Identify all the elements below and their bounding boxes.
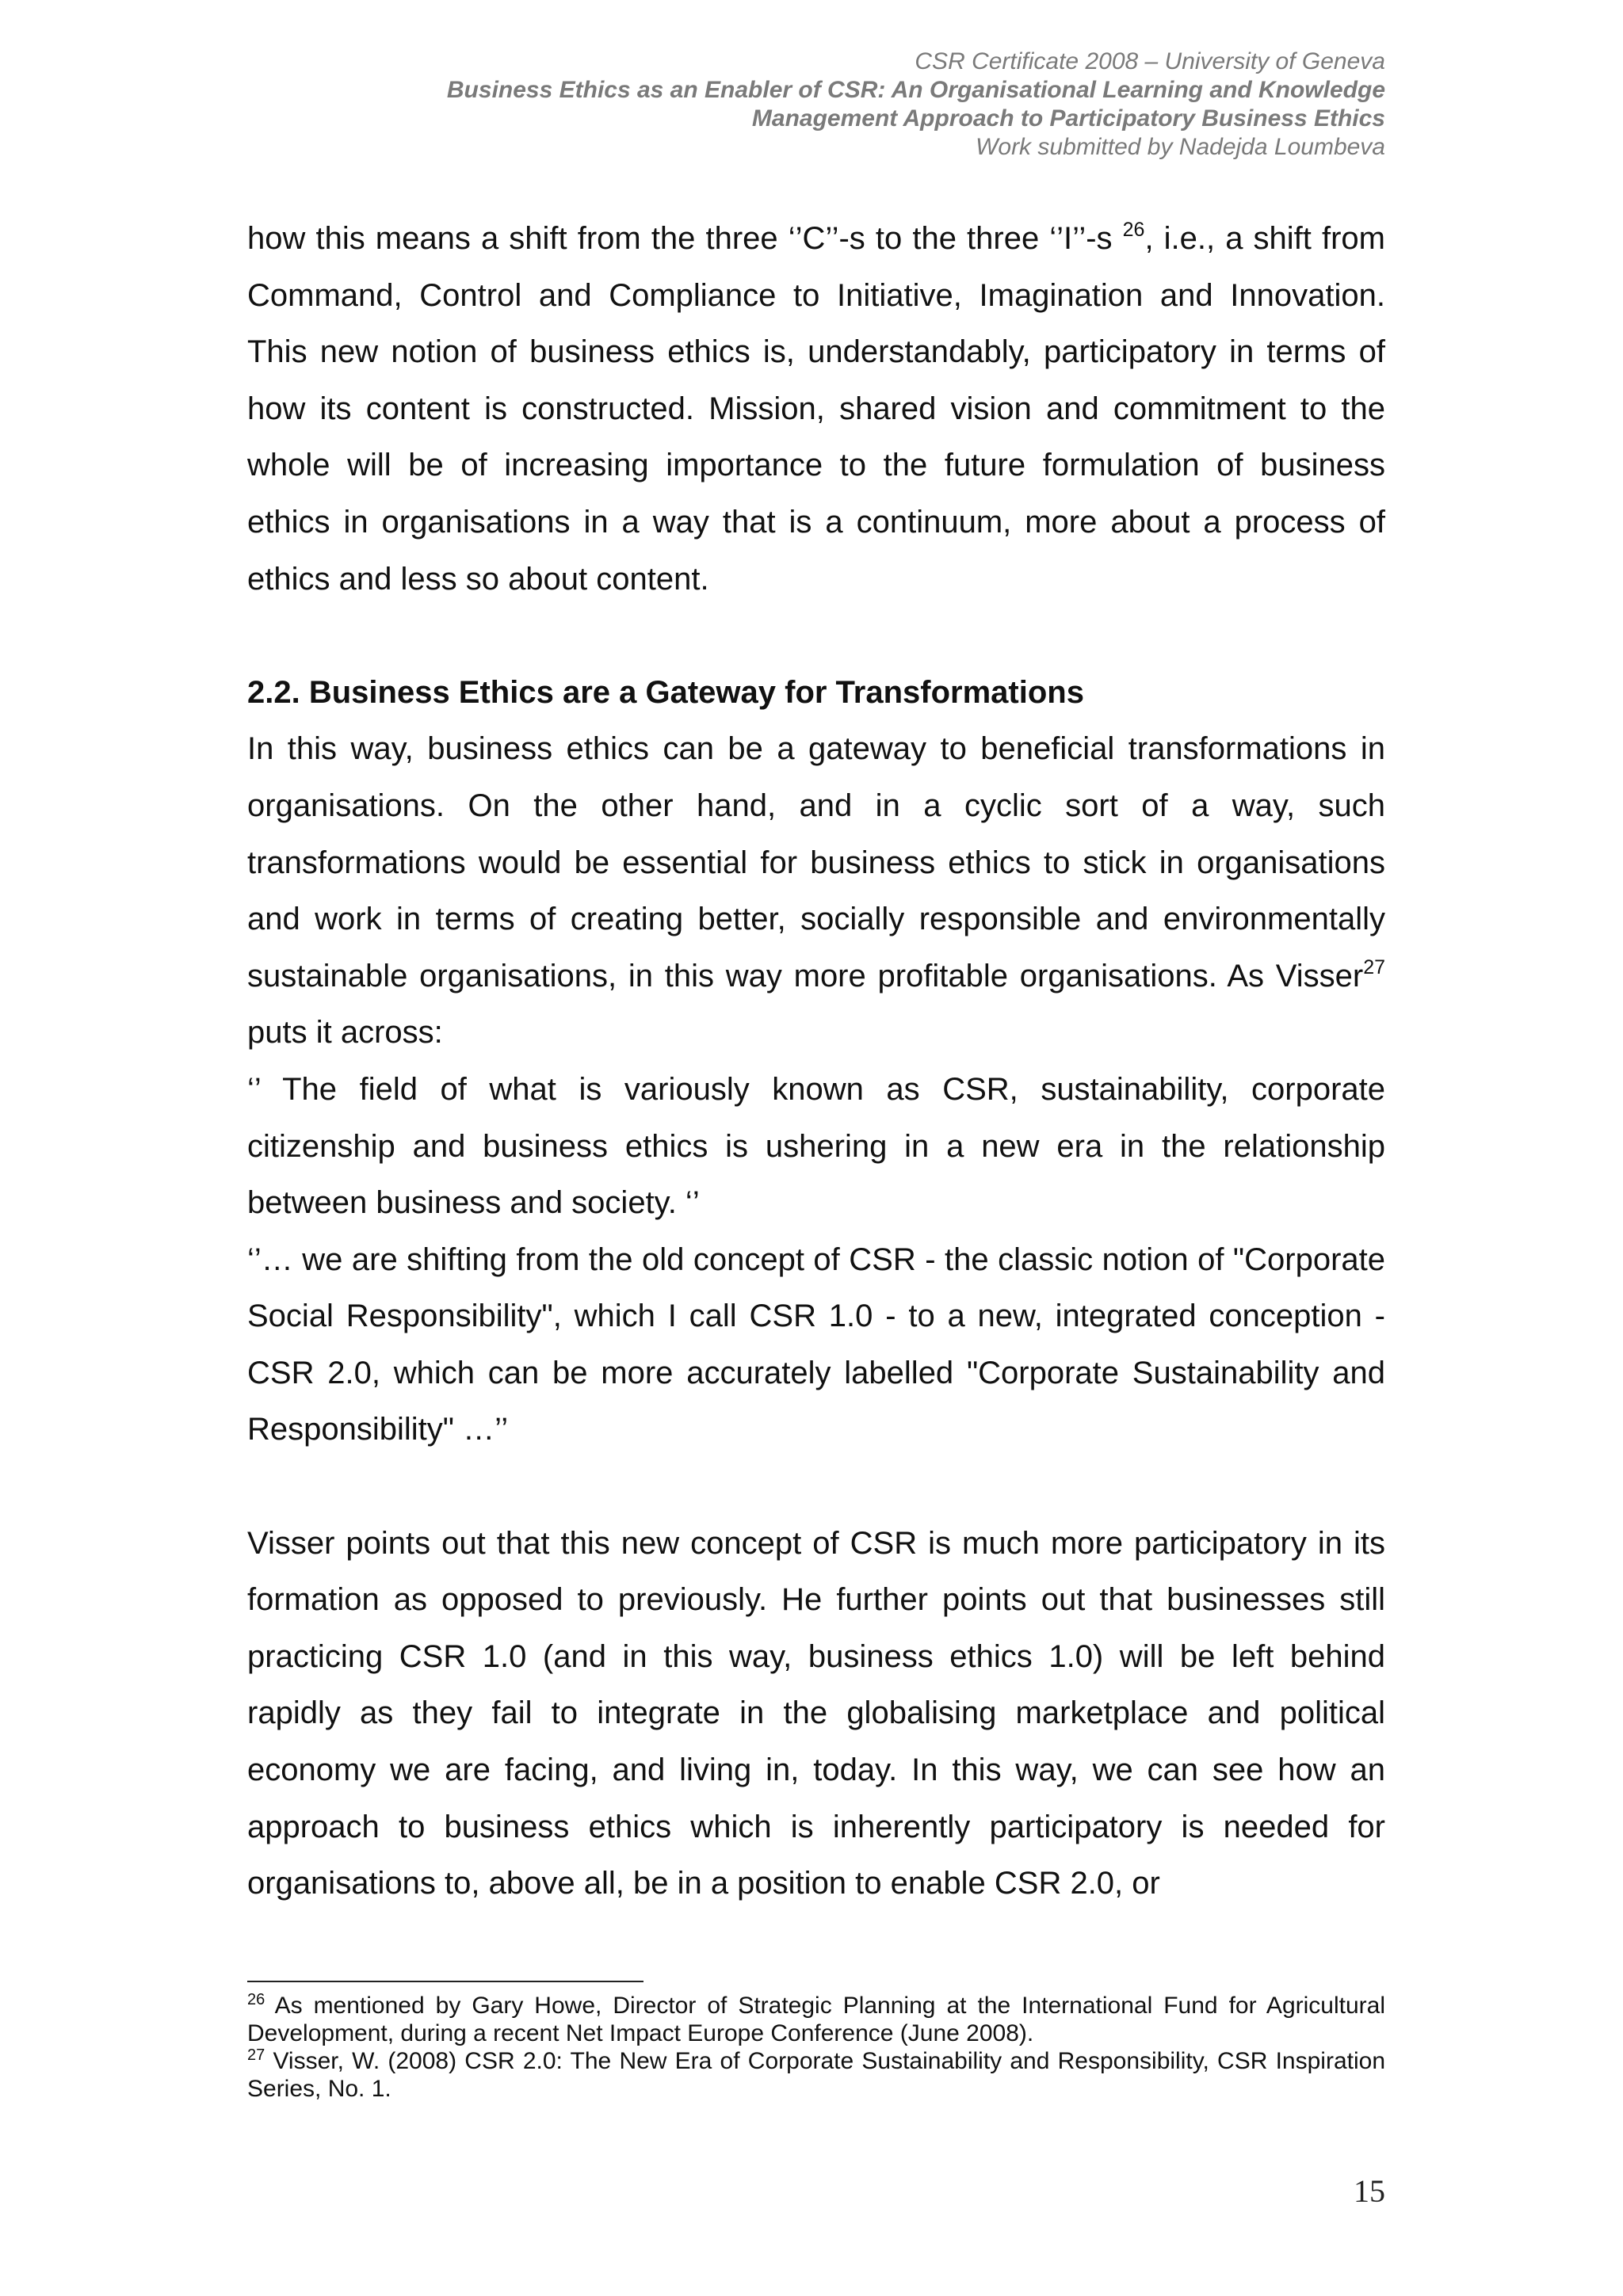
quote-csr-2: ‘’… we are shifting from the old concept of CSR - the classic notion of "Corporate Social Responsibility", which I call CSR 1.0 - to a new, integrated conception - CSR 2.0, which can be more accurately labelled "Corporate Sustainability and Responsibility" …’’ — [247, 1241, 1385, 1447]
footnote-reference-26: 26 — [1122, 219, 1145, 241]
footnote-separator — [247, 1981, 643, 1982]
paragraph-visser: Visser points out that this new concept of CSR is much more participatory in its formation as opposed to previously. He further points out that businesses still practicing CSR 1.0 (and in this way, business ethics 1.0) will be left behind rapidly as they fail to integrate in the globalising marketplace and political economy we are facing, and living in, today. In this way, we can see how an approach to business ethics which is inherently participatory is needed for organisations to, above all, be in a position to enable CSR 2.0, or — [247, 1525, 1385, 1901]
header-certificate-line: CSR Certificate 2008 – University of Geneva — [915, 48, 1385, 74]
footnote-text: As mentioned by Gary Howe, Director of Strategic Planning at the International Fund for Agricultural Development, during a recent Net Impact Europe Conference (June 2008). — [247, 1993, 1385, 2046]
footnote-number: 26 — [247, 1991, 265, 2008]
section-heading: 2.2. Business Ethics are a Gateway for Transformations — [247, 674, 1084, 710]
footnote-26 — [247, 1992, 1385, 2047]
footnote-number: 27 — [247, 2046, 265, 2064]
quote-field-of-csr: ‘’ The field of what is variously known as CSR, sustainability, corporate citizenship and business ethics is ushering in a new era in the relationship between business and society. ‘’ — [247, 1071, 1385, 1221]
paragraph-spacer — [247, 608, 1385, 665]
paragraph-text: how this means a shift from the three ‘’C’’-s to the three ‘’I’’-s — [247, 221, 1123, 256]
header-author-line: Work submitted by Nadejda Loumbeva — [976, 134, 1385, 160]
paragraph-text: puts it across: — [247, 1015, 443, 1051]
running-header — [276, 48, 1385, 162]
footnote-reference-27: 27 — [1363, 955, 1385, 978]
page-number: 15 — [1354, 2173, 1385, 2209]
footnote-27 — [247, 2047, 1385, 2103]
paragraph-text: In this way, business ethics can be a gateway to beneficial transformations in organisations. On the other hand, and in a cyclic sort of a way, such transformations would be essential for business ethics to stick in organisations and work in terms of creating better, socially responsible and environmentally sustainable organisations, in this way more profitable organisations. As Visser — [247, 731, 1385, 994]
paragraph-continuation — [247, 211, 1385, 608]
footnote-text: Visser, W. (2008) CSR 2.0: The New Era of Corporate Sustainability and Responsibility, CSR Inspiration Series, No. 1. — [247, 2048, 1385, 2102]
paragraph-gateway — [247, 721, 1385, 1062]
body-text — [247, 211, 1385, 1913]
footnotes — [247, 1992, 1385, 2103]
paragraph-text: , i.e., a shift from Command, Control and Compliance to Initiative, Imagination and Innovation. This new notion of business ethics is, understandably, participatory in terms of how its content is constructed. Mission, shared vision and commitment to the whole will be of increasing importance to the future formulation of business ethics in organisations in a way that is a continuum, more about a process of ethics and less so about content. — [247, 221, 1385, 597]
paragraph-spacer — [247, 1459, 1385, 1516]
header-title-line-1: Business Ethics as an Enabler of CSR: An Organisational Learning and Knowledge — [446, 77, 1385, 103]
header-title-line-2: Management Approach to Participatory Business Ethics — [751, 105, 1385, 132]
